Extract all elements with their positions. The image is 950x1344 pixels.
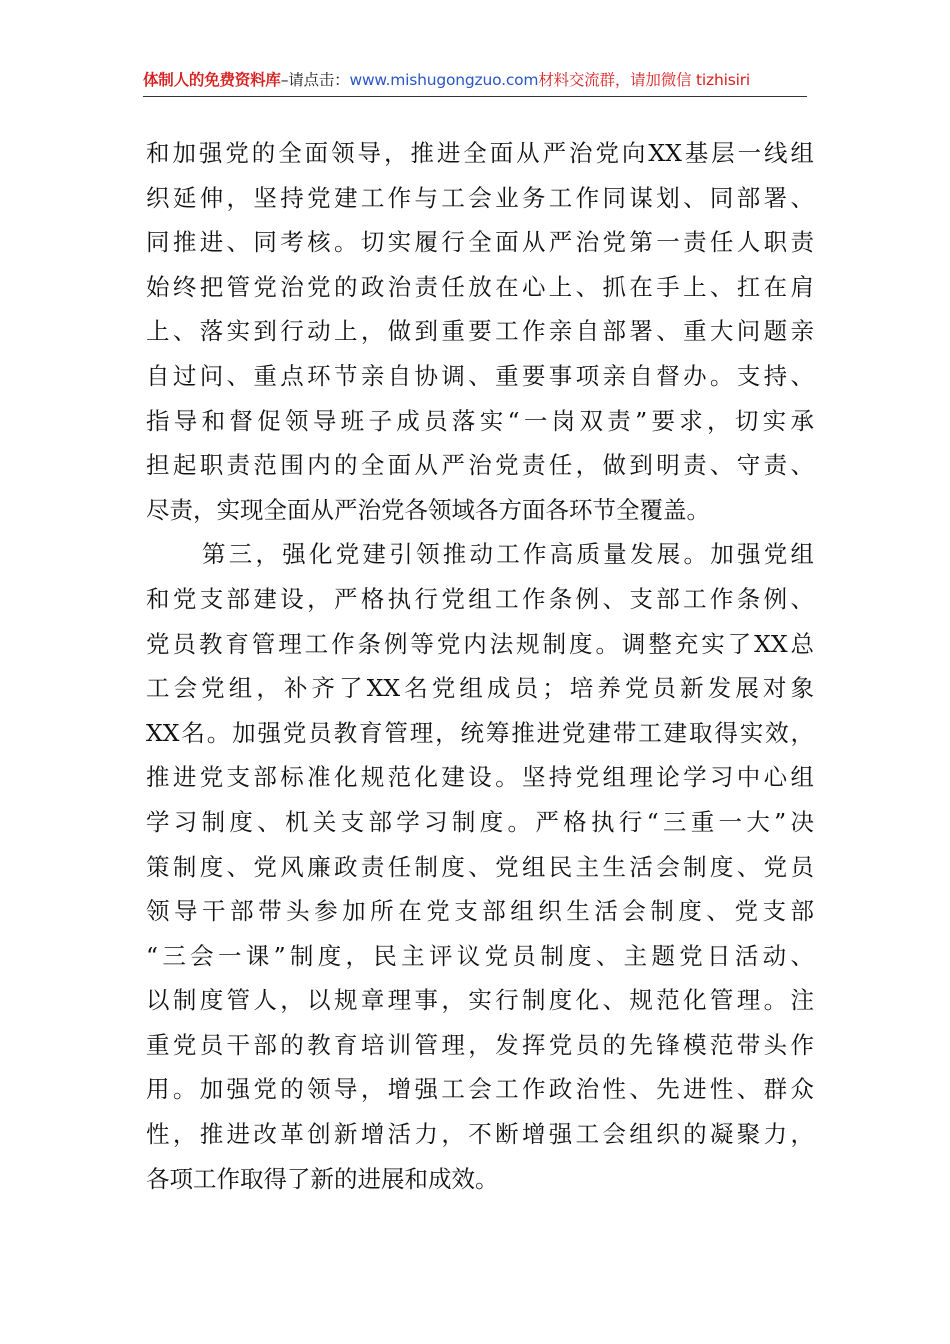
text-line: “三会一课”制度，民主评议党员制度、主题党日活动、 (146, 941, 814, 970)
paragraph-start-line: 第三，强化党建引领推动工作高质量发展。加强党组 (202, 540, 814, 569)
text-line: 担起职责范围内的全面从严治党责任，做到明责、守责、 (146, 451, 814, 480)
text-line: 推进党支部标准化规范化建设。坚持党组理论学习中心组 (146, 763, 814, 792)
page-header (143, 66, 807, 94)
text-line: 自过问、重点环节亲自协调、重要事项亲自督办。支持、 (146, 361, 814, 390)
text-line: XX名。加强党员教育管理，统筹推进党建带工建取得实效， (146, 718, 814, 747)
header-brand: 体制人的免费资料库 (143, 71, 281, 89)
text-line: 指导和督促领导班子成员落实“一岗双责”要求，切实承 (146, 406, 814, 435)
document-body (146, 131, 814, 1201)
text-line: 尽责，实现全面从严治党各领域各方面各环节全覆盖。 (146, 495, 710, 524)
text-line: 工会党组，补齐了XX名党组成员；培养党员新发展对象 (146, 674, 814, 703)
text-line: 重党员干部的教育培训管理，发挥党员的先锋模范带头作 (146, 1030, 814, 1059)
text-line: 以制度管人，以规章理事，实行制度化、规范化管理。注 (146, 986, 814, 1015)
text-line: 和党支部建设，严格执行党组工作条例、支部工作条例、 (146, 584, 814, 613)
text-line: 同推进、同考核。切实履行全面从严治党第一责任人职责 (146, 228, 814, 257)
text-line: 领导干部带头参加所在党支部组织生活会制度、党支部 (146, 897, 814, 926)
header-separator: –请点击： (280, 71, 350, 89)
text-line: 学习制度、机关支部学习制度。严格执行“三重一大”决 (146, 807, 814, 836)
text-line: 性，推进改革创新增活力，不断增强工会组织的凝聚力， (146, 1120, 814, 1149)
text-line: 和加强党的全面领导，推进全面从严治党向XX基层一线组 (146, 139, 814, 167)
text-line: 策制度、党风廉政责任制度、党组民主生活会制度、党员 (146, 852, 814, 881)
text-line: 党员教育管理工作条例等党内法规制度。调整充实了XX总 (146, 629, 814, 658)
text-line: 始终把管党治党的政治责任放在心上、抓在手上、扛在肩 (146, 272, 814, 301)
text-line: 上、落实到行动上，做到重要工作亲自部署、重大问题亲 (146, 317, 814, 346)
header-url-link[interactable]: www.mishugongzuo.com (349, 71, 539, 89)
header-contact: 材料交流群，请加微信 tizhisiri (538, 71, 750, 89)
text-line: 各项工作取得了新的进展和成效。 (146, 1164, 499, 1193)
text-line: 织延伸，坚持党建工作与工会业务工作同谋划、同部署、 (146, 183, 814, 212)
text-line: 用。加强党的领导，增强工会工作政治性、先进性、群众 (146, 1075, 814, 1104)
header-divider (143, 96, 807, 97)
